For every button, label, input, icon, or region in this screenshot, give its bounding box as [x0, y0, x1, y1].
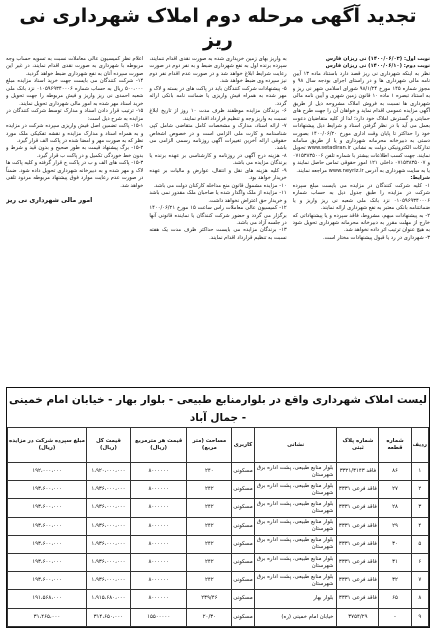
table-header-cell: کاربری — [232, 428, 254, 463]
body-paragraph: ۱۵-۱- پاکت تضمین اصل فیش واریزی سپرده شرکت در مزایده و به همراه اسناد و مدارک مزایده و نقشه تفکیکی ملک مورد نظر که به صورت مهر و امضا شده در پاکت الف قرار گیرد. — [6, 123, 144, 144]
body-paragraph: ۱- کلیه شرکت کنندگان در مزایده می بایست مبلغ سپرده شرکت در مزایده را طبق جدول ذیل به حساب شماره ۰۱۰۵۹۶۹۳۴۰۰۰۶ نزد بانک ملی شعبه نی ریز واریز و یا ضمانتنامه بانکی معتبر به نفع شهرداری ارائه نمایند. — [292, 182, 430, 212]
table-cell: ۱۹۳،۶۰۰،۰۰۰ — [8, 535, 87, 553]
table-cell: بلوار منابع طبیعی، پشت اداره برق شهرستان — [254, 499, 337, 517]
table-cell: ۱۹۳،۶۰۰،۰۰۰ — [8, 499, 87, 517]
table-cell: بلوار منابع طبیعی، پشت اداره برق شهرستان — [254, 517, 337, 535]
table-cell: - — [379, 608, 411, 626]
table-row — [8, 553, 429, 571]
table-cell: فاقد فرعی ۳۳۳۱ — [337, 535, 379, 553]
table-cell: ۱،۹۳۶،۰۰۰،۰۰۰ — [87, 499, 131, 517]
body-paragraph: شرایط: — [410, 175, 430, 182]
table-cell: ۸۰۰۰۰۰۰ — [130, 481, 187, 499]
body-paragraph: نوبت اول: (۱۴۰۰/۰۶/۰۳) نی ریزان فارس — [325, 56, 430, 62]
body-paragraph: ۲- به پیشنهادات مبهم، مشروط، فاقد سپرده و یا پیشنهاداتی که خارج از مهلت مقرر به دبیرخانه محرمانه شهرداری تحویل شود به هیچ عنوان ترتیب اثر داده نخواهد شد. — [292, 212, 430, 234]
table-cell: بلوار منابع طبیعی، پشت اداره برق شهرستان — [254, 481, 337, 499]
property-table — [7, 427, 429, 627]
body-paragraph: ۱۲- کمیسیون عالی معاملات راس ساعت ۱۵ مورخ ۱۴۰۰/۰۶/۲۱ برگزار می گردد و حضور شرکت کنندگان یا نماینده قانونی آنها در جلسه آزاد می باشد. — [149, 205, 287, 226]
body-paragraph: ۱۵-۲- برگ پیشنهاد قیمت به طور صحیح و بدون قید و شرط و بدون خط خوردگی تکمیل و در پاکت ب قرار گیرد. — [6, 145, 144, 159]
body-paragraph: ۱۱- مزایده از ملک واگذار شده یا صاحبان ملک مقدور نمی باشد و خریدار حق اعتراض نخواهد داشت. — [149, 190, 287, 204]
signature-text: امور مالی شهرداری نی ریز — [6, 196, 93, 205]
table-cell: ۱ — [411, 463, 428, 481]
body-paragraph: ۳- شهرداری در رد یا قبول پیشنهادات مختار است. — [322, 234, 430, 241]
table-cell: بلوار منابع طبیعی، پشت اداره برق شهرستان — [254, 553, 337, 571]
table-cell: بلوار منابع طبیعی، پشت اداره برق شهرستان — [254, 572, 337, 590]
table-cell: مسکونی — [232, 590, 254, 608]
table-cell: ۲۴۲ — [187, 517, 232, 535]
property-table-title: لیست املاک شهرداری واقع در بلوارمنابع طبیعی - بلوار بهار - خیابان امام خمینی - جمال آباد — [9, 394, 427, 424]
table-cell: فاقد فرعی ۳۳۳۱ — [337, 517, 379, 535]
notice-body — [6, 56, 430, 381]
body-paragraph: نوبت دوم: (۱۴۰۰/۰۶/۱۰) نی ریزان فارس — [325, 63, 430, 70]
table-cell: ۱،۹۳۶،۰۰۰،۰۰۰ — [87, 481, 131, 499]
table-header-cell: شماره پلاک ثبتی — [337, 428, 379, 463]
table-cell: ۲۳۹/۴۶ — [187, 590, 232, 608]
column-3-paragraphs — [6, 56, 143, 190]
property-table-box — [6, 387, 430, 628]
table-cell: ۸۰۰۰۰۰۰ — [130, 463, 187, 481]
table-cell: ۱۹۳،۶۰۰،۰۰۰ — [8, 517, 87, 535]
table-cell: ۲۸ — [379, 499, 411, 517]
body-paragraph: ۱۴- شرکت کنندگان می بایست جهت خرید اسناد مزایده مبلغ ۵۰۰،۰۰۰ ریال به حساب شماره ۰۱۰۵۹۶۹۳۴۰۰۰۶ نزد بانک ملی شعبه احمدی نی ریز واریز و فیش مربوطه را جهت تحویل و خرید اسناد مهر شده به امور مالی شهرداری تحویل نمایند. — [6, 78, 144, 107]
table-cell: مسکونی — [232, 517, 254, 535]
table-cell: ۱،۹۳۶،۰۰۰،۰۰۰ — [87, 535, 131, 553]
table-cell: ۲۴۲ — [187, 499, 232, 517]
table-cell: ۸۶ — [379, 463, 411, 481]
body-paragraph: ۱۵-۳- پاکت های الف و ب در پاکت ج قرار گرفته و کلیه پاکت ها لاک و مهر شده و به دبیرخانه شهرداری تحویل داده شود. ضمناً در صورت عدم رعایت موارد فوق پیشنهاد مربوطه مردود تلقی خواهد شد. — [6, 160, 144, 189]
table-cell: فاقد فرعی ۳۳۳۱ — [337, 590, 379, 608]
table-cell: ۳۲ — [379, 572, 411, 590]
body-column-3 — [6, 56, 143, 381]
table-cell: ۲ — [411, 481, 428, 499]
table-cell: ۱۹۲،۰۰۰،۰۰۰ — [8, 463, 87, 481]
table-cell: مسکونی — [232, 481, 254, 499]
table-row — [8, 590, 429, 608]
table-cell: ۲۷ — [379, 481, 411, 499]
table-header-cell: مساحت (متر مربع) — [187, 428, 232, 463]
table-cell: ۸۰۰۰۰۰۰ — [130, 499, 187, 517]
table-cell: ۳۷۵۴/۲۹ — [337, 608, 379, 626]
table-row — [8, 481, 429, 499]
table-cell: مسکونی — [232, 535, 254, 553]
table-header-cell: مبلغ سپرده شرکت در مزایده (ریال) — [8, 428, 87, 463]
notice-headline: تجدید آگهی مرحله دوم املاک شهرداری نی ریز — [19, 5, 417, 51]
table-body — [8, 463, 429, 627]
table-row — [8, 499, 429, 517]
body-column-2 — [149, 56, 286, 381]
table-cell: ۱۹۳،۶۰۰،۰۰۰ — [8, 572, 87, 590]
table-cell: خیابان امام خمینی (ره) — [254, 608, 337, 626]
table-cell: ۲۹ — [379, 517, 411, 535]
body-paragraph: اعلام نظر کمیسیون عالی معاملات نسبت به تسویه حساب وجه مربوطه با شهرداری به صورت نقدی اقدام نمایند، در غیر این صورت سپرده آنان به نفع شهرداری ضبط خواهد گردید. — [6, 56, 144, 77]
table-cell: ۸۰۰۰۰۰۰ — [130, 535, 187, 553]
table-cell: بلوار منابع طبیعی، پشت اداره برق شهرستان — [254, 463, 337, 481]
table-cell: ۸۰۰۰۰۰۰ — [130, 517, 187, 535]
table-row — [8, 572, 429, 590]
table-cell: ۹ — [411, 608, 428, 626]
body-paragraph: ۱۰- مزایده مشمول قانون منع مداخله کارکنان دولت می باشد. — [153, 182, 287, 189]
table-cell: ۱،۹۱۵،۶۸۰،۰۰۰ — [87, 590, 131, 608]
table-header-cell: شماره قطعه — [379, 428, 411, 463]
table-cell: ۵ — [411, 535, 428, 553]
table-cell: ۲۴۲ — [187, 535, 232, 553]
table-cell: ۱۹۳،۶۰۰،۰۰۰ — [8, 481, 87, 499]
table-cell: ۸۰۰۰۰۰۰ — [130, 572, 187, 590]
table-cell: ۲۴۰ — [187, 463, 232, 481]
table-header-row — [8, 428, 429, 463]
table-cell: بلوار منابع طبیعی، پشت اداره برق شهرستان — [254, 535, 337, 553]
table-header-cell: قیمت هر مترمربع (ریال) — [130, 428, 187, 463]
table-cell: ۸ — [411, 590, 428, 608]
table-cell: ۳۰ — [379, 535, 411, 553]
body-paragraph: ۱۳- برندگان مزایده می بایست حداکثر ظرف مدت یک هفته نسبت به تنظیم قرارداد اقدام نمایند. — [149, 227, 287, 241]
table-cell: ۱،۹۳۶،۰۰۰،۰۰۰ — [87, 517, 131, 535]
table-cell: ۲۰/۳۰ — [187, 608, 232, 626]
table-cell: ۷ — [411, 572, 428, 590]
table-cell: فاقد فرعی ۳۳۳۱ — [337, 572, 379, 590]
table-cell: مسکونی — [232, 499, 254, 517]
body-paragraph: به واریز بهای زمین خریداری شده به صورت نقدی اقدام ننمایند، سپرده برنده اول به نفع شهرداری ضبط و به نفر دوم در صورت رعایت شرایط ابلاغ خواهد شد و در صورت عدم اقدام نفر دوم نیز سپرده وی ضبط خواهد شد. — [149, 56, 287, 85]
body-paragraph: ۸- هزینه درج آگهی در روزنامه و کارشناسی بر عهده برنده یا برندگان مزایده می باشد. — [149, 152, 287, 167]
table-cell: مسکونی — [232, 572, 254, 590]
body-paragraph: ۶- برندگان مزایده موظفند ظرف مدت ۱۰ روز از تاریخ ابلاغ نسبت به واریز وجه و تنظیم قرارداد اقدام نمایند. — [149, 108, 287, 122]
table-row — [8, 608, 429, 626]
table-cell: ۸۰۰۰۰۰۰ — [130, 590, 187, 608]
table-cell: ۱۹۱،۵۶۸،۰۰۰ — [8, 590, 87, 608]
table-cell: ۲۴۲ — [187, 572, 232, 590]
table-row — [8, 463, 429, 481]
table-cell: بلوار بهار — [254, 590, 337, 608]
table-cell: فاقد فرعی ۳۳۳۱ — [337, 499, 379, 517]
table-cell: ۱۵۵۰۰۰۰۰ — [130, 608, 187, 626]
body-paragraph: ۵- پیشنهادات شرکت کنندگان باید در پاکت های در بسته و لاک و مهر شده به همراه فیش واریزی یا ضمانت نامه بانکی ارائه گردد. — [149, 85, 287, 107]
table-header-cell: قیمت کل (ریال) — [87, 428, 131, 463]
table-header-cell: ردیف — [411, 428, 428, 463]
table-cell: ۲۴۲ — [187, 553, 232, 571]
table-cell: ۳۱ — [379, 553, 411, 571]
table-row — [8, 535, 429, 553]
table-cell: ۳۱۴،۶۵۰،۰۰۰ — [87, 608, 131, 626]
table-cell: ۸۰۰۰۰۰۰ — [130, 553, 187, 571]
table-cell: ۱،۹۳۶،۰۰۰،۰۰۰ — [87, 572, 131, 590]
table-cell: مسکونی — [232, 553, 254, 571]
table-header-cell: نشانی — [254, 428, 337, 463]
table-cell: ۱،۹۳۶،۰۰۰،۰۰۰ — [87, 553, 131, 571]
table-row — [8, 517, 429, 535]
body-paragraph: ۹- کلیه هزینه های نقل و انتقال، عوارض و مالیات بر عهده خریدار خواهد بود. — [149, 167, 287, 182]
body-paragraph: ۱۵- ترتیب قرار دادن اسناد و مدارک توسط شرکت کنندگان در مزایده به شرح ذیل است: — [6, 108, 144, 122]
table-cell: فاقد فرعی ۳۳۳۱ — [337, 481, 379, 499]
table-cell: ۳ — [411, 499, 428, 517]
table-cell: مسکونی — [232, 463, 254, 481]
table-cell: مسکونی — [232, 608, 254, 626]
body-paragraph: نظر به اینکه شهرداری نی ریز قصد دارد باستناد ماده ۱۳ آیین نامه مالی شهرداری ها و در راستای اجرای بودجه سال ۹۸ و مجوز شماره ۱۴۵ مورخ ۹۸/۱/۲۴ شورای اسلامی شهر نی ریز و به استناد تبصره ۱ ماده ۱۰ قانون زمین شهری و آیین نامه مالی شهرداری ها نسبت به فروش املاک مشروحه ذیل از طریق آگهی مزایده عمومی اقدام نماید و خواهان آن را جهت طرح های حمایتی و گسترش املاک خود دارد؛ لذا از کلیه متقاضیان دعوت بعمل می آید با در نظر گرفتن اسناد و شرایط ذیل پیشنهادات خود را حداکثر تا پایان وقت اداری مورخ ۱۴۰۰/۰۶/۲۰ بصورت دستی به دبیرخانه محرمانه شهرداری و یا از طریق سامانه تدارکات الکترونیکی دولت به نشانی www.setadiran.ir تحویل نمایند. جهت کسب اطلاعات بیشتر با شماره تلفن ۰۷۱۵۳۸۳۵۰۰۶ و ۰۷۱۵۳۸۳۵۰۰۷ داخلی ۱۲۱ امور حقوقی تماس حاصل نمایند و یا به سایت شهرداری به آدرس www.neyriz.ir مراجعه نمایند. — [292, 70, 430, 174]
table-cell: ۴ — [411, 517, 428, 535]
table-cell: ۳۱،۴۶۵،۰۰۰ — [8, 608, 87, 626]
body-column-1 — [293, 56, 430, 381]
table-cell: ۶ — [411, 553, 428, 571]
table-cell: ۱۹۳،۶۰۰،۰۰۰ — [8, 553, 87, 571]
body-paragraph: ۷- ارائه اسناد، مدارک و مشخصات کامل متقاضی شامل کپی شناسنامه و کارت ملی الزامی است و در خصوص اشخاص حقوقی ارائه آخرین تغییرات آگهی روزنامه رسمی الزامی می باشد. — [149, 123, 287, 152]
table-cell: فاقد فرعی ۳۳۳۱ — [337, 553, 379, 571]
table-cell: ۶۵ — [379, 590, 411, 608]
table-cell: فاقد ۳۳۲۱/۳۱۴۳ — [337, 463, 379, 481]
table-cell: ۲۴۲ — [187, 481, 232, 499]
table-cell: ۱،۹۲۰،۰۰۰،۰۰۰ — [87, 463, 131, 481]
